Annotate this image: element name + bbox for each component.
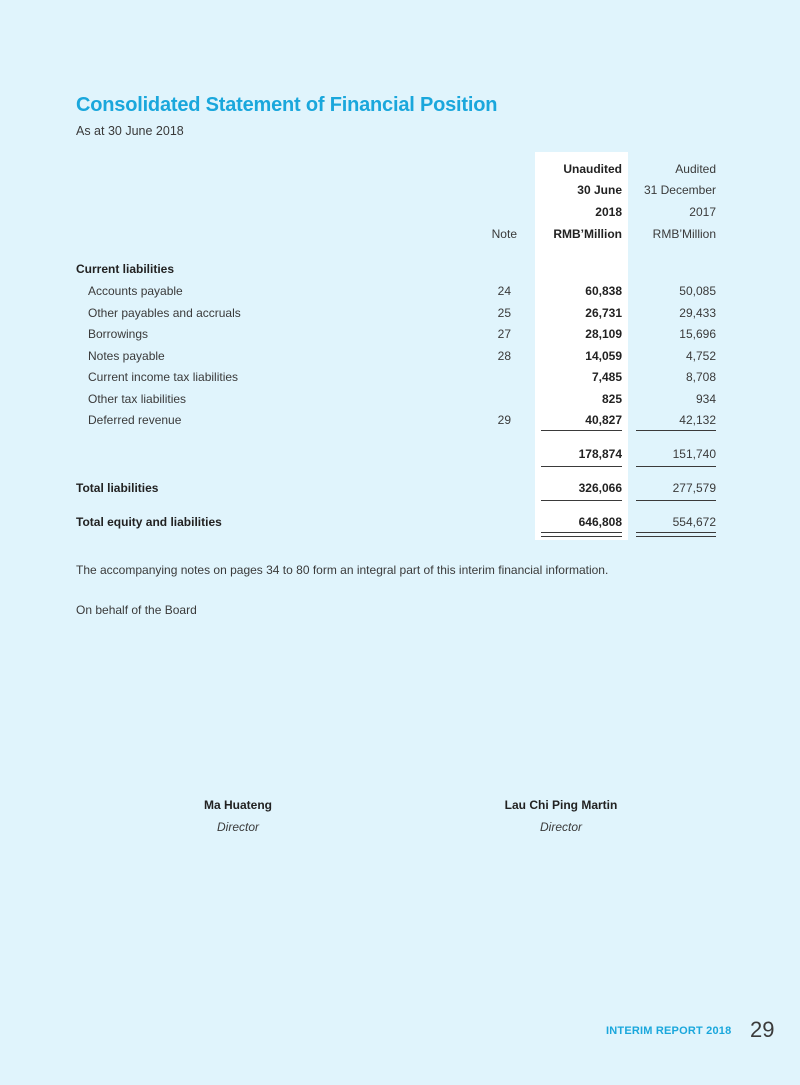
row-label: Borrowings bbox=[88, 327, 149, 341]
subtotal-audited: 151,740 bbox=[672, 447, 716, 461]
row-label: Accounts payable bbox=[88, 284, 183, 298]
row-audited: 29,433 bbox=[679, 306, 716, 320]
total-rule-audited bbox=[636, 466, 716, 467]
audited-header-4: RMB’Million bbox=[652, 227, 716, 241]
page-number: 29 bbox=[750, 1017, 775, 1042]
total-equity-liabilities-label: Total equity and liabilities bbox=[76, 515, 222, 529]
double-rule-audited bbox=[636, 532, 716, 537]
signatory-title-1: Director bbox=[216, 820, 259, 834]
row-label: Other payables and accruals bbox=[88, 306, 241, 320]
total-liabilities-audited: 277,579 bbox=[672, 481, 716, 495]
row-unaudited: 14,059 bbox=[585, 349, 622, 363]
unaudited-header-1: Unaudited bbox=[563, 162, 622, 176]
row-unaudited: 825 bbox=[601, 392, 622, 406]
row-unaudited: 7,485 bbox=[591, 370, 622, 384]
audited-header-2: 31 December bbox=[643, 183, 716, 197]
row-unaudited: 60,838 bbox=[585, 284, 622, 298]
row-label: Current income tax liabilities bbox=[88, 370, 239, 384]
current-liabilities-heading: Current liabilities bbox=[76, 262, 175, 276]
row-audited: 8,708 bbox=[685, 370, 716, 384]
row-unaudited: 28,109 bbox=[585, 327, 622, 341]
row-audited: 42,132 bbox=[679, 413, 716, 427]
signatory-title-2: Director bbox=[539, 820, 582, 834]
row-label: Deferred revenue bbox=[88, 413, 182, 427]
report-label: INTERIM REPORT 2018 bbox=[606, 1025, 732, 1037]
row-audited: 934 bbox=[695, 392, 716, 406]
row-note: 24 bbox=[497, 284, 511, 298]
accompanying-notes-text: The accompanying notes on pages 34 to 80 form an integral part of this interim financial information. bbox=[76, 563, 609, 577]
audited-header-1: Audited bbox=[675, 162, 716, 176]
page-title: Consolidated Statement of Financial Position bbox=[76, 94, 498, 116]
subtotal-unaudited: 178,874 bbox=[578, 447, 622, 461]
row-unaudited: 40,827 bbox=[585, 413, 622, 427]
signatory-name-1: Ma Huateng bbox=[203, 798, 272, 812]
row-label: Notes payable bbox=[88, 349, 165, 363]
note-header: Note bbox=[491, 227, 517, 241]
total-equity-liabilities-unaudited: 646,808 bbox=[578, 515, 622, 529]
row-unaudited: 26,731 bbox=[585, 306, 622, 320]
total-liabilities-label: Total liabilities bbox=[76, 481, 159, 495]
subtotal-rule-audited bbox=[636, 430, 716, 431]
row-audited: 50,085 bbox=[679, 284, 716, 298]
row-note: 28 bbox=[497, 349, 511, 363]
double-rule-unaudited bbox=[541, 532, 622, 537]
unaudited-header-3: 2018 bbox=[595, 205, 622, 219]
row-audited: 15,696 bbox=[679, 327, 716, 341]
subtotal-rule-unaudited bbox=[541, 430, 622, 431]
on-behalf-text: On behalf of the Board bbox=[76, 603, 197, 617]
row-note: 25 bbox=[497, 306, 511, 320]
signatory-name-2: Lau Chi Ping Martin bbox=[504, 798, 618, 812]
total-rule-unaudited bbox=[541, 466, 622, 467]
row-note: 27 bbox=[497, 327, 511, 341]
audited-header-3: 2017 bbox=[689, 205, 716, 219]
grand-rule-unaudited bbox=[541, 500, 622, 501]
page-subtitle: As at 30 June 2018 bbox=[76, 124, 184, 138]
unaudited-header-2: 30 June bbox=[577, 183, 622, 197]
total-liabilities-unaudited: 326,066 bbox=[578, 481, 622, 495]
row-audited: 4,752 bbox=[685, 349, 716, 363]
total-equity-liabilities-audited: 554,672 bbox=[672, 515, 716, 529]
row-label: Other tax liabilities bbox=[88, 392, 187, 406]
unaudited-header-4: RMB’Million bbox=[553, 227, 622, 241]
grand-rule-audited bbox=[636, 500, 716, 501]
row-note: 29 bbox=[497, 413, 511, 427]
